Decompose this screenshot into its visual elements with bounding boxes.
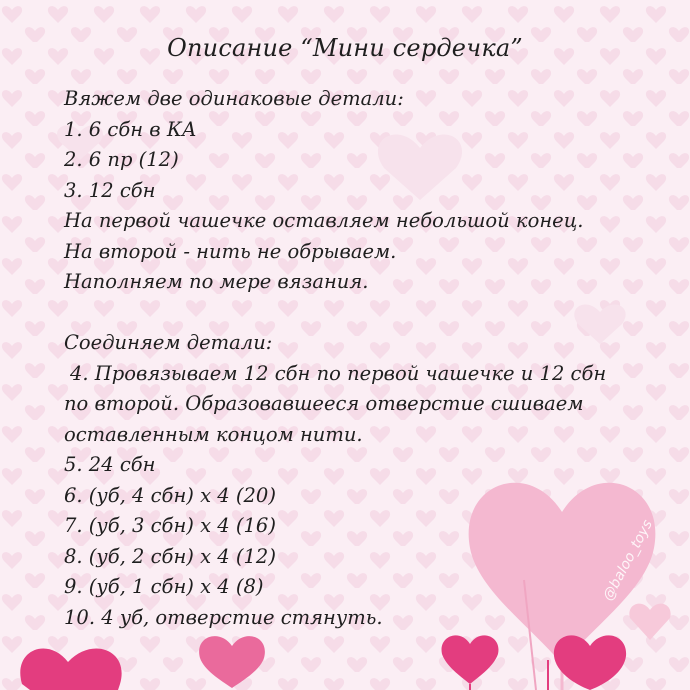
text-line: оставленным концом нити. [64,422,363,446]
text-line: 6. (уб, 4 сбн) х 4 (20) [64,483,276,507]
text-line: 8. (уб, 2 сбн) х 4 (12) [64,544,276,568]
text-line: 9. (уб, 1 сбн) х 4 (8) [64,575,264,598]
text-line: Наполняем по мере вязания. [64,270,369,293]
watermark: @baloo_toys [600,517,656,604]
page-title: Описание “Мини сердечка” [167,34,523,62]
paragraph-gap [64,298,664,329]
text-line: 2. 6 пр (12) [64,148,179,171]
text-line: 4. Провязываем 12 сбн по первой чашечке и 12 сбн [70,361,607,385]
text-line: На первой чашечке оставляем небольшой конец. [64,209,584,232]
text-line: 7. (уб, 3 сбн) х 4 (16) [64,514,276,537]
text-line: по второй. Образовавшееся отверстие сшиваем [64,392,584,415]
section-heading: Соединяем детали: [64,331,273,354]
text-line: 3. 12 сбн [64,178,156,202]
pink-heart-stem-icon [442,635,499,684]
instructions-text [64,84,664,633]
text-line: 5. 24 сбн [64,453,156,476]
text-line: 1. 6 сбн в КА [64,117,197,141]
pink-heart-left-icon [20,649,121,690]
text-line: Вяжем две одинаковые детали: [64,87,404,110]
deep-pink-heart-right-icon [554,635,626,690]
text-line: 10. 4 уб, отверстие стянуть. [64,605,383,629]
text-line: На второй - нить не обрываем. [64,239,397,263]
pink-heart-mid-icon [199,636,265,688]
